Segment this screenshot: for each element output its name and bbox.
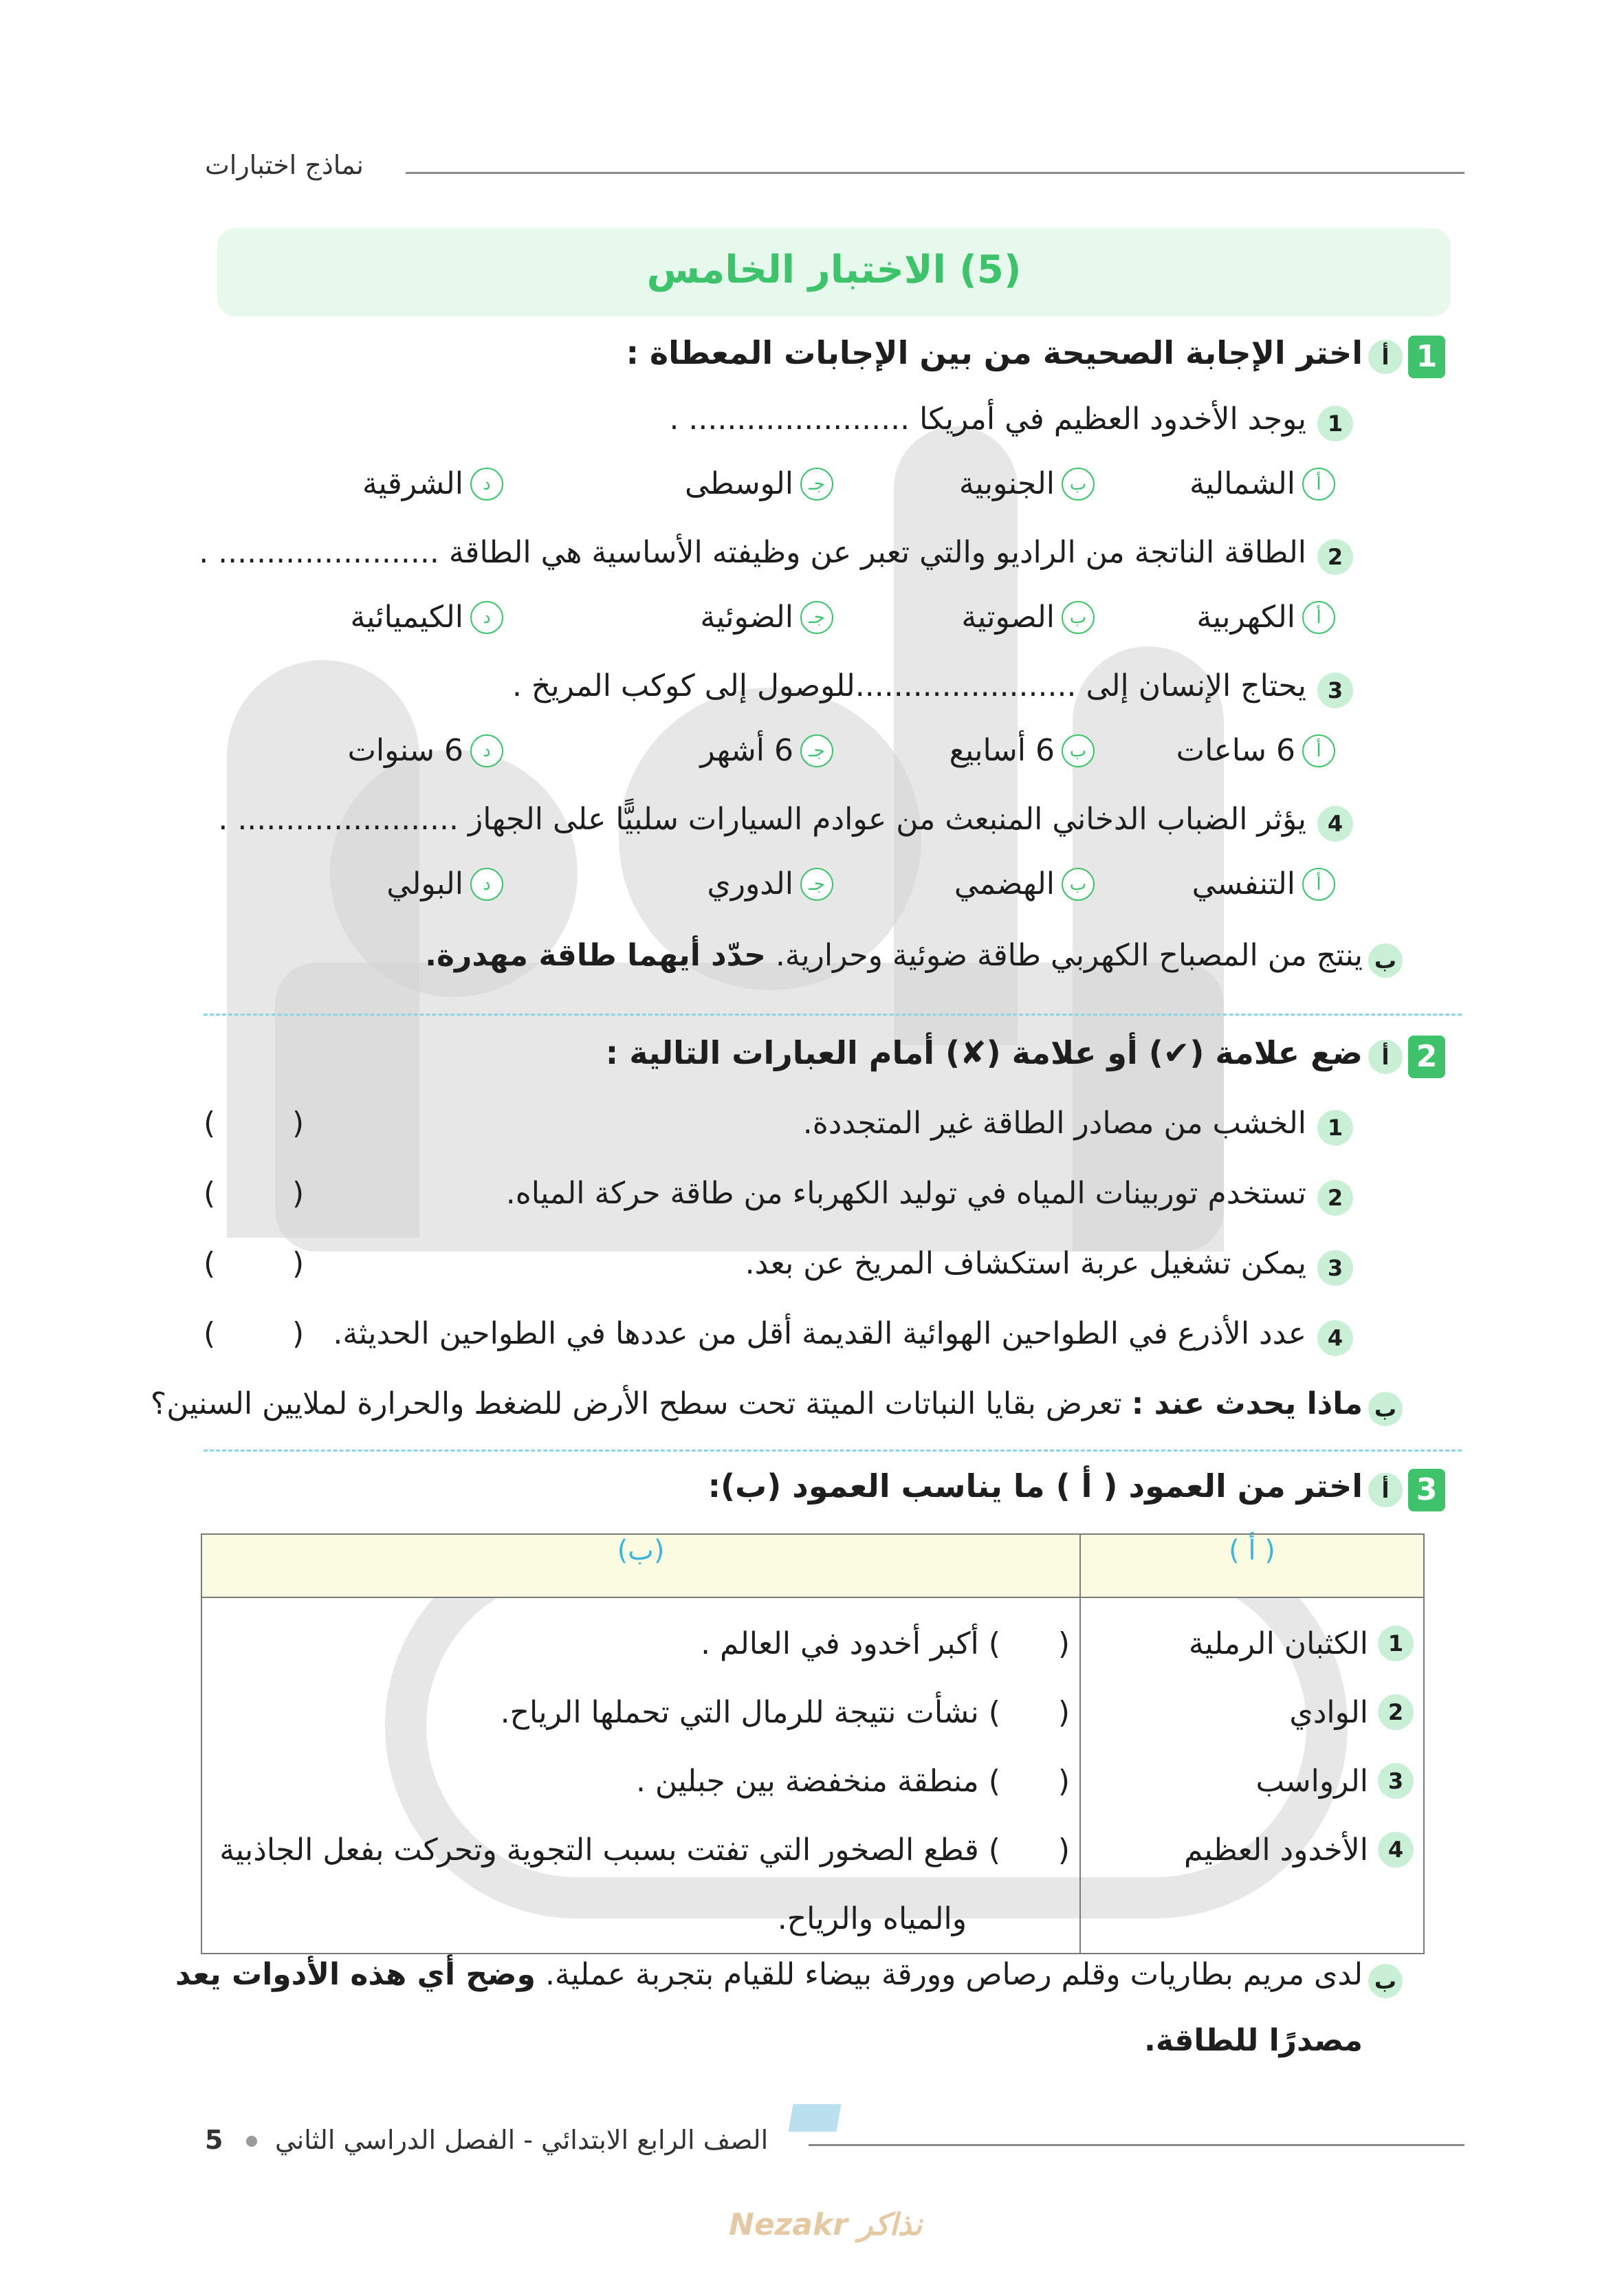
question-2a-letter: أ	[1368, 1040, 1403, 1074]
column-a-item	[1090, 1815, 1414, 1884]
q2-item-1-text: الخشب من مصادر الطاقة غير المتجددة.	[802, 1106, 1306, 1141]
q1-item-1-number: 1	[1317, 406, 1353, 441]
option-text: الوسطى	[685, 466, 793, 501]
option-letter: أ	[1302, 468, 1335, 501]
option-letter: د	[470, 868, 503, 901]
item-number: 1	[1378, 1626, 1414, 1661]
option-text: 6 أسابيع	[949, 733, 1055, 768]
column-a-cell	[1080, 1597, 1424, 1954]
q1-item-3-option-b[interactable]	[950, 733, 1095, 768]
question-3b-text	[175, 1957, 1363, 1992]
option-letter: د	[470, 734, 503, 767]
option-text: الصوتية	[961, 600, 1055, 635]
question-3a-letter: أ	[1368, 1473, 1403, 1507]
column-a-item	[1090, 1747, 1414, 1815]
q1-item-3-option-c[interactable]	[700, 733, 833, 768]
q1-item-3-text: يحتاج الإنسان إلى .......................للوصول إلى كوكب المريخ .	[512, 668, 1306, 703]
q1-item-4-number: 4	[1317, 806, 1353, 842]
question-1a-heading: اختر الإجابة الصحيحة من بين الإجابات المعطاة :	[626, 334, 1363, 371]
item-text: الكثبان الرملية	[1188, 1626, 1368, 1661]
question-2a-heading: ضع علامة (✔) أو علامة (✘) أمام العبارات التالية :	[605, 1034, 1363, 1071]
question-2b-letter: ب	[1368, 1392, 1403, 1426]
page-number: 5	[205, 2125, 223, 2155]
option-letter: د	[470, 468, 503, 501]
q2-item-4-number: 4	[1317, 1320, 1353, 1356]
q2-item-2-text: تستخدم توربينات المياه في توليد الكهرباء من طاقة حركة المياه.	[505, 1176, 1306, 1211]
column-b-header: (ب)	[201, 1534, 1080, 1597]
option-text: 6 أشهر	[700, 733, 793, 768]
item-text: أكبر أخدود في العالم .	[701, 1626, 979, 1661]
option-text: الجنوبية	[958, 466, 1055, 501]
option-text: الضوئية	[700, 600, 793, 635]
question-2b-text	[151, 1386, 1363, 1421]
q1-item-1-text: يوجد الأخدود العظيم في أمريكا ....................... .	[669, 402, 1306, 437]
q2-item-1-answer-box[interactable]: ( )	[204, 1106, 305, 1141]
item-text: نشأت نتيجة للرمال التي تحملها الرياح.	[500, 1694, 979, 1730]
q1-item-2-option-c[interactable]	[700, 600, 833, 635]
q1-item-1-option-a[interactable]	[1189, 466, 1335, 501]
option-text: الشرقية	[362, 466, 463, 501]
answer-box[interactable]: ( )	[988, 1694, 1070, 1730]
q1-item-3-option-d[interactable]	[347, 733, 503, 768]
q2-item-3-text: يمكن تشغيل عربة استكشاف المريخ عن بعد.	[745, 1246, 1306, 1281]
footer-divider	[809, 2144, 1464, 2146]
matching-table	[201, 1533, 1425, 1954]
q1-item-4-option-b[interactable]	[954, 866, 1095, 901]
item-number: 4	[1378, 1832, 1414, 1868]
option-text: الكهربية	[1196, 600, 1295, 635]
question-3b-task: وضح أي هذه الأدوات يعد	[175, 1957, 536, 1992]
section-divider-1	[204, 1014, 1462, 1016]
q1-item-2-option-a[interactable]	[1196, 600, 1335, 635]
option-letter: د	[470, 601, 503, 634]
option-letter: أ	[1302, 601, 1335, 634]
option-letter: جـ	[800, 468, 833, 501]
option-text: البولي	[386, 866, 463, 901]
q1-item-4-option-d[interactable]	[386, 866, 503, 901]
item-number: 3	[1378, 1763, 1414, 1799]
column-a-header: ( أ )	[1080, 1534, 1424, 1597]
q1-item-2-option-b[interactable]	[961, 600, 1095, 635]
option-letter: ب	[1062, 734, 1095, 767]
question-2-number: 2	[1408, 1036, 1445, 1078]
option-letter: جـ	[800, 734, 833, 767]
option-letter: أ	[1302, 868, 1335, 901]
footer-grade: الصف الرابع الابتدائي - الفصل الدراسي الثاني	[275, 2125, 769, 2155]
option-text: الشمالية	[1189, 466, 1295, 501]
exam-title: (5) الاختبار الخامس	[646, 248, 1022, 292]
item-text: الرواسب	[1255, 1763, 1368, 1799]
item-text: الوادي	[1289, 1694, 1368, 1730]
q1-item-4-option-a[interactable]	[1192, 866, 1335, 901]
item-text: والمياه والرياح.	[777, 1901, 967, 1936]
column-a-item	[1090, 1678, 1414, 1747]
question-3b-body: لدى مريم بطاريات وقلم رصاص وورقة بيضاء للقيام بتجربة عملية.	[545, 1957, 1363, 1992]
section-divider-2	[204, 1450, 1462, 1452]
q1-item-1-option-d[interactable]	[362, 466, 503, 501]
column-b-cell	[201, 1597, 1080, 1954]
question-3b-letter: ب	[1368, 1964, 1403, 1998]
question-1b-body: ينتج من المصباح الكهربي طاقة ضوئية وحرارية.	[775, 938, 1363, 973]
question-3-number: 3	[1408, 1469, 1445, 1511]
option-text: الهضمي	[954, 866, 1055, 901]
option-text: 6 ساعات	[1176, 733, 1295, 768]
q2-item-1-number: 1	[1317, 1110, 1353, 1146]
item-text: الأخدود العظيم	[1184, 1832, 1368, 1868]
question-1b-letter: ب	[1368, 943, 1403, 978]
q2-item-4-answer-box[interactable]: ( )	[204, 1316, 305, 1351]
column-a-item	[1090, 1609, 1414, 1678]
q1-item-3-number: 3	[1317, 673, 1353, 708]
q1-item-2-option-d[interactable]	[351, 600, 503, 635]
question-2b-body: تعرض بقايا النباتات الميتة تحت سطح الأرض للضغط والحرارة لملايين السنين؟	[150, 1386, 1122, 1421]
q2-item-2-answer-box[interactable]: ( )	[204, 1176, 305, 1211]
graduation-cap-icon	[788, 2104, 841, 2132]
q1-item-4-text: يؤثر الضباب الدخاني المنبعث من عوادم السيارات سلبيًّا على الجهاز ....................... .	[218, 802, 1306, 837]
answer-box[interactable]: ( )	[988, 1832, 1070, 1868]
option-text: الدوري	[707, 866, 793, 901]
header-divider	[406, 172, 1464, 174]
option-text: 6 سنوات	[347, 733, 463, 768]
q1-item-4-option-c[interactable]	[707, 866, 833, 901]
option-letter: أ	[1302, 734, 1335, 767]
q1-item-3-option-a[interactable]	[1176, 733, 1335, 768]
column-b-item[interactable]	[212, 1815, 1070, 1884]
footer-dot-icon	[246, 2136, 257, 2147]
item-number: 2	[1378, 1694, 1414, 1730]
answer-box[interactable]: ( )	[988, 1626, 1070, 1661]
q1-item-2-text: الطاقة الناتجة من الراديو والتي تعبر عن وظيفته الأساسية هي الطاقة ....................... .	[199, 535, 1306, 570]
option-letter: ب	[1062, 468, 1095, 501]
q1-item-1-option-b[interactable]	[959, 466, 1095, 501]
question-1-number: 1	[1408, 336, 1445, 378]
item-text: قطع الصخور التي تفتت بسبب التجوية وتحركت بفعل الجاذبية	[219, 1832, 979, 1868]
option-letter: جـ	[800, 601, 833, 634]
site-logo: Nezakr نذاكر	[729, 2207, 923, 2242]
option-text: التنفسي	[1192, 866, 1295, 901]
question-1a-letter: أ	[1368, 340, 1403, 374]
option-letter: جـ	[800, 868, 833, 901]
q2-item-4-text: عدد الأذرع في الطواحين الهوائية القديمة أقل من عددها في الطواحين الحديثة.	[333, 1316, 1306, 1351]
column-b-item[interactable]	[212, 1609, 1070, 1678]
column-b-item[interactable]	[212, 1678, 1070, 1747]
item-text: منطقة منخفضة بين جبلين .	[635, 1763, 979, 1799]
question-1b-task: حدّد أيهما طاقة مهدرة.	[425, 938, 766, 973]
q2-item-3-number: 3	[1317, 1250, 1353, 1286]
option-letter: ب	[1062, 601, 1095, 634]
question-2b-prompt: ماذا يحدث عند :	[1131, 1386, 1363, 1421]
question-1b-text	[425, 938, 1363, 973]
column-b-item[interactable]	[212, 1747, 1070, 1815]
question-3b-task-continuation: مصدرًا للطاقة.	[1144, 2023, 1363, 2058]
header-title: نماذج اختبارات	[205, 150, 364, 180]
option-letter: ب	[1062, 868, 1095, 901]
q2-item-2-number: 2	[1317, 1180, 1353, 1216]
option-text: الكيميائية	[350, 600, 463, 635]
column-b-item-continuation	[212, 1884, 1070, 1953]
q1-item-2-number: 2	[1317, 539, 1353, 575]
q2-item-3-answer-box[interactable]: ( )	[204, 1246, 305, 1281]
answer-box[interactable]: ( )	[988, 1763, 1070, 1799]
q1-item-1-option-c[interactable]	[685, 466, 833, 501]
question-3a-heading: اختر من العمود ( أ ) ما يناسب العمود (ب):	[707, 1467, 1363, 1505]
